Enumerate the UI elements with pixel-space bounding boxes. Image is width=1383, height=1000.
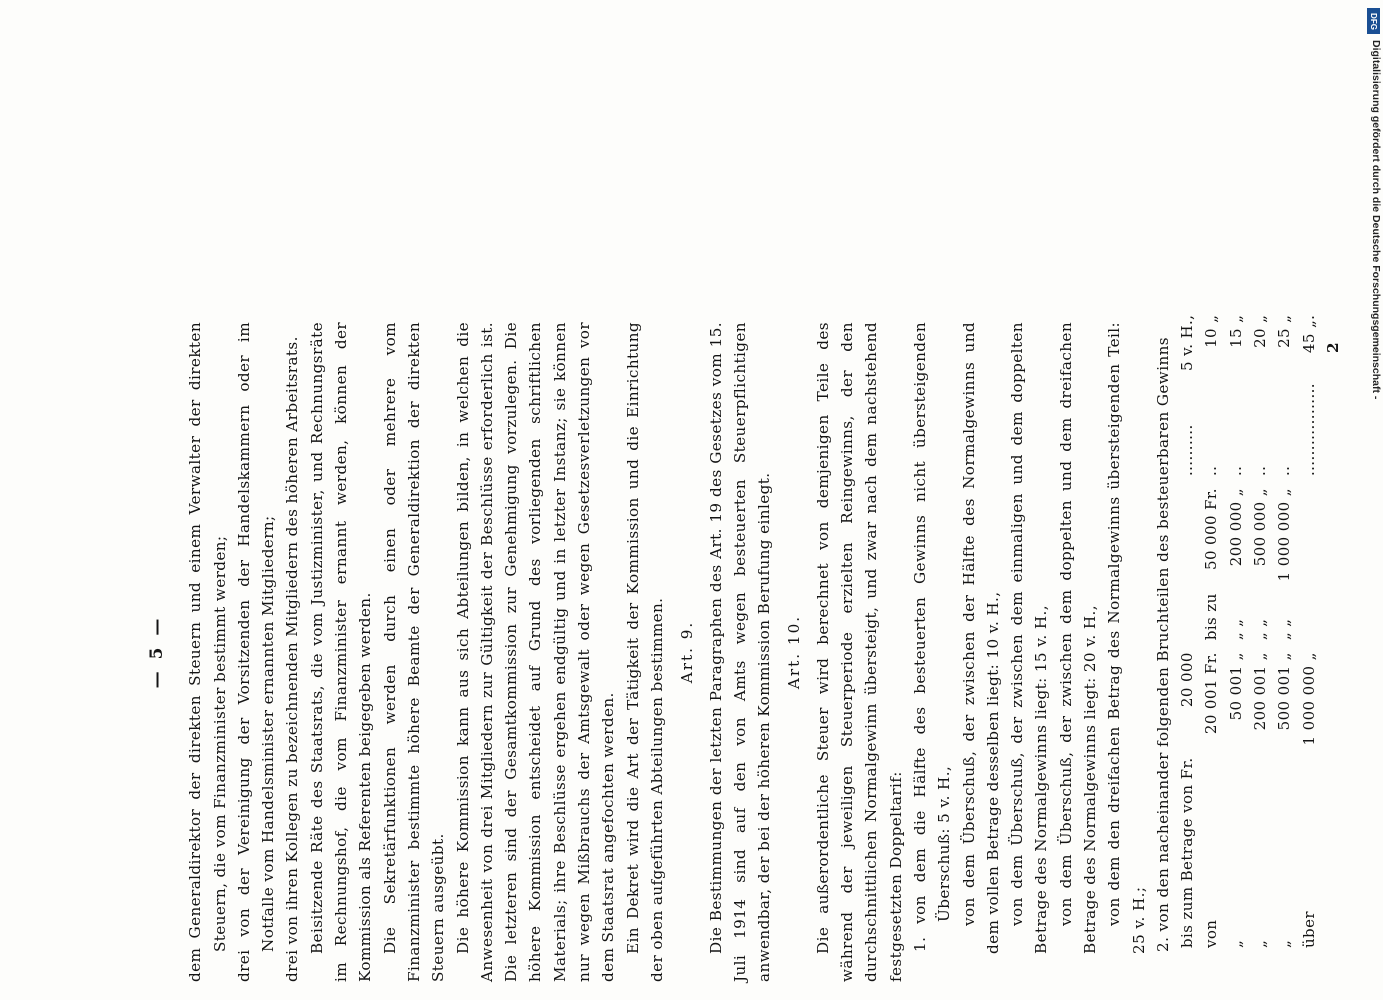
table-row (1248, 309, 1272, 954)
table-cell: „ „ (1275, 618, 1294, 641)
table-row (1224, 309, 1248, 954)
list-item: 1. von dem die Hälfte des besteuerten Gewinns nicht übersteigenden Überschuß: 5 v. H., (910, 322, 954, 952)
table-cell: über (1299, 911, 1318, 948)
table-row (1297, 309, 1321, 954)
table-cell: .................. (1299, 383, 1318, 477)
table-row (1272, 309, 1296, 954)
paragraph: Die Sekretärfunktionen werden durch einen oder mehrere vom Finanzminister bestimmte höhere Beamte der Generaldirektion der direkten Steuern ausgeübt. (380, 322, 448, 982)
table-cell: „ (1226, 939, 1245, 948)
list-item: von dem Überschuß, der zwischen dem einmaligen und dem doppelten Betrage des Normalgewinns liegt: 15 v. H., (1008, 322, 1051, 954)
table-cell: 50 000 Fr. (1202, 488, 1221, 570)
table-cell: .. (1275, 465, 1294, 477)
table-cell: 20 001 Fr. (1202, 652, 1221, 735)
paragraph: drei von der Vereinigung der Vorsitzenden der Handelskammern oder im Notfalle vom Handelsminister ernannten Mitgliedern; (234, 322, 278, 982)
table-cell: 20 000 (1178, 652, 1197, 708)
table-row (1175, 309, 1199, 954)
table-cell: 15 „ (1226, 314, 1245, 348)
list-item: von dem den dreifachen Betrag des Normalgewinns übersteigenden Teil: 25 v. H.; (1105, 322, 1148, 954)
page-text-block (145, 314, 1342, 982)
paragraph: Die Bestimmungen der letzten Paragraphen des Art. 19 des Gesetzes vom 15. Juli 1914 sind auf den von Amts wegen besteuerten Steuerpflichtigen anwendbar, der bei der höheren Kommission Berufung einlegt. (706, 322, 774, 982)
paragraph: Ein Dekret wird die Art der Tätigkeit der Kommission und die Einrichtung der oben aufgeführten Abteilungen bestimmen. (623, 322, 666, 982)
signature-mark: 2 (1323, 342, 1342, 353)
table-cell: bis zum Betrage von Fr. (1178, 757, 1197, 948)
table-cell: .......... (1178, 424, 1197, 477)
table-cell: 5 v. H., (1178, 314, 1197, 372)
table-cell (1175, 587, 1199, 646)
table-cell: .. (1226, 465, 1245, 477)
table-cell: 500 000 „ (1251, 488, 1270, 567)
table-cell: 1 000 000 „ (1275, 488, 1294, 582)
list-item: 2. von den nacheinander folgenden Bruchteilen des besteuerbaren Gewinns (1153, 336, 1172, 952)
list-item: von dem Überschuß, der zwischen der Hälfte des Normalgewinns und dem vollen Betrage desselben liegt: 10 v. H., (959, 322, 1002, 954)
table-cell: „ (1275, 939, 1294, 948)
table-cell: 500 001 „ (1275, 652, 1294, 731)
page-number: — 5 — (147, 615, 167, 689)
table-cell: „ (1251, 939, 1270, 948)
table-cell: 200 000 „ (1226, 488, 1245, 567)
paragraph: Die höhere Kommission kann aus sich Abteilungen bilden, in welchen die Anwesenheit von drei Mitgliedern zur Gültigkeit der Beschlüsse erforderlich ist. Die letzteren sind der Gesamtkommission zur Genehmigung vorzulegen. Die höhere Kommission entscheidet auf Grund des vorliegenden schriftlichen Materials; ihre Beschlüsse ergehen endgültig und in letzter Instanz; sie können nur wegen Mißbrauchs der Amtsgewalt oder wegen Gesetzesverletzungen vor dem Staatsrat angefochten werden. (453, 322, 618, 982)
table-cell: 200 001 „ (1251, 652, 1270, 731)
rotated-document-page (145, 182, 1342, 982)
paragraph: Beisitzende Räte des Staatsrats, die vom Justizminister, und Rechnungsräte im Rechnungshof, die vom Finanzminister ernannt werden, können der Kommission als Referenten beigegeben werden. (307, 322, 375, 982)
article-heading: Art. 10. (785, 614, 804, 690)
table-cell: bis zu (1202, 593, 1221, 641)
paragraph: dem Generaldirektor der direkten Steuern und einem Verwalter der direkten Steuern, die vom Finanzminister bestimmt werden; (186, 322, 229, 982)
table-cell: .. (1202, 465, 1221, 477)
dfg-logo: DFG (1367, 8, 1380, 34)
table-cell: 45 „. (1299, 314, 1318, 354)
table-cell: „ „ (1226, 618, 1245, 641)
table-cell (1175, 482, 1199, 587)
table-cell: 20 „ (1251, 314, 1270, 348)
paragraph: Die außerordentliche Steuer wird berechnet von demjenigen Teile des während der jeweiligen Steuerperiode erzielten Reingewinns, der den durchschnittlichen Normalgewinn übersteigt, und zwar nach dem nachstehend festgesetzten Doppeltarif: (813, 322, 905, 982)
paragraph: drei von ihren Kollegen zu bezeichnenden Mitgliedern des höheren Arbeitsrats. (283, 336, 302, 982)
table-cell (1297, 482, 1321, 587)
rate-table (1175, 309, 1321, 954)
table-row (1199, 309, 1223, 954)
table-cell: von (1202, 919, 1221, 948)
table-cell: 25 „ (1275, 314, 1294, 348)
table-cell: 10 „ (1202, 314, 1221, 348)
table-cell: „ „ (1251, 618, 1270, 641)
article-heading: Art. 9. (678, 620, 697, 684)
digitization-note: Digitalisierung gefördert durch die Deutsche Forschungsgemeinschaft - (1370, 40, 1382, 400)
table-cell: 1 000 000 „ (1299, 652, 1318, 746)
table-cell: .. (1251, 465, 1270, 477)
list-item: von dem Überschuß, der zwischen dem doppelten und dem dreifachen Betrage des Normalgewinns liegt: 20 v. H., (1056, 322, 1099, 954)
table-cell: 50 001 „ (1226, 652, 1245, 721)
table-cell (1297, 587, 1321, 646)
